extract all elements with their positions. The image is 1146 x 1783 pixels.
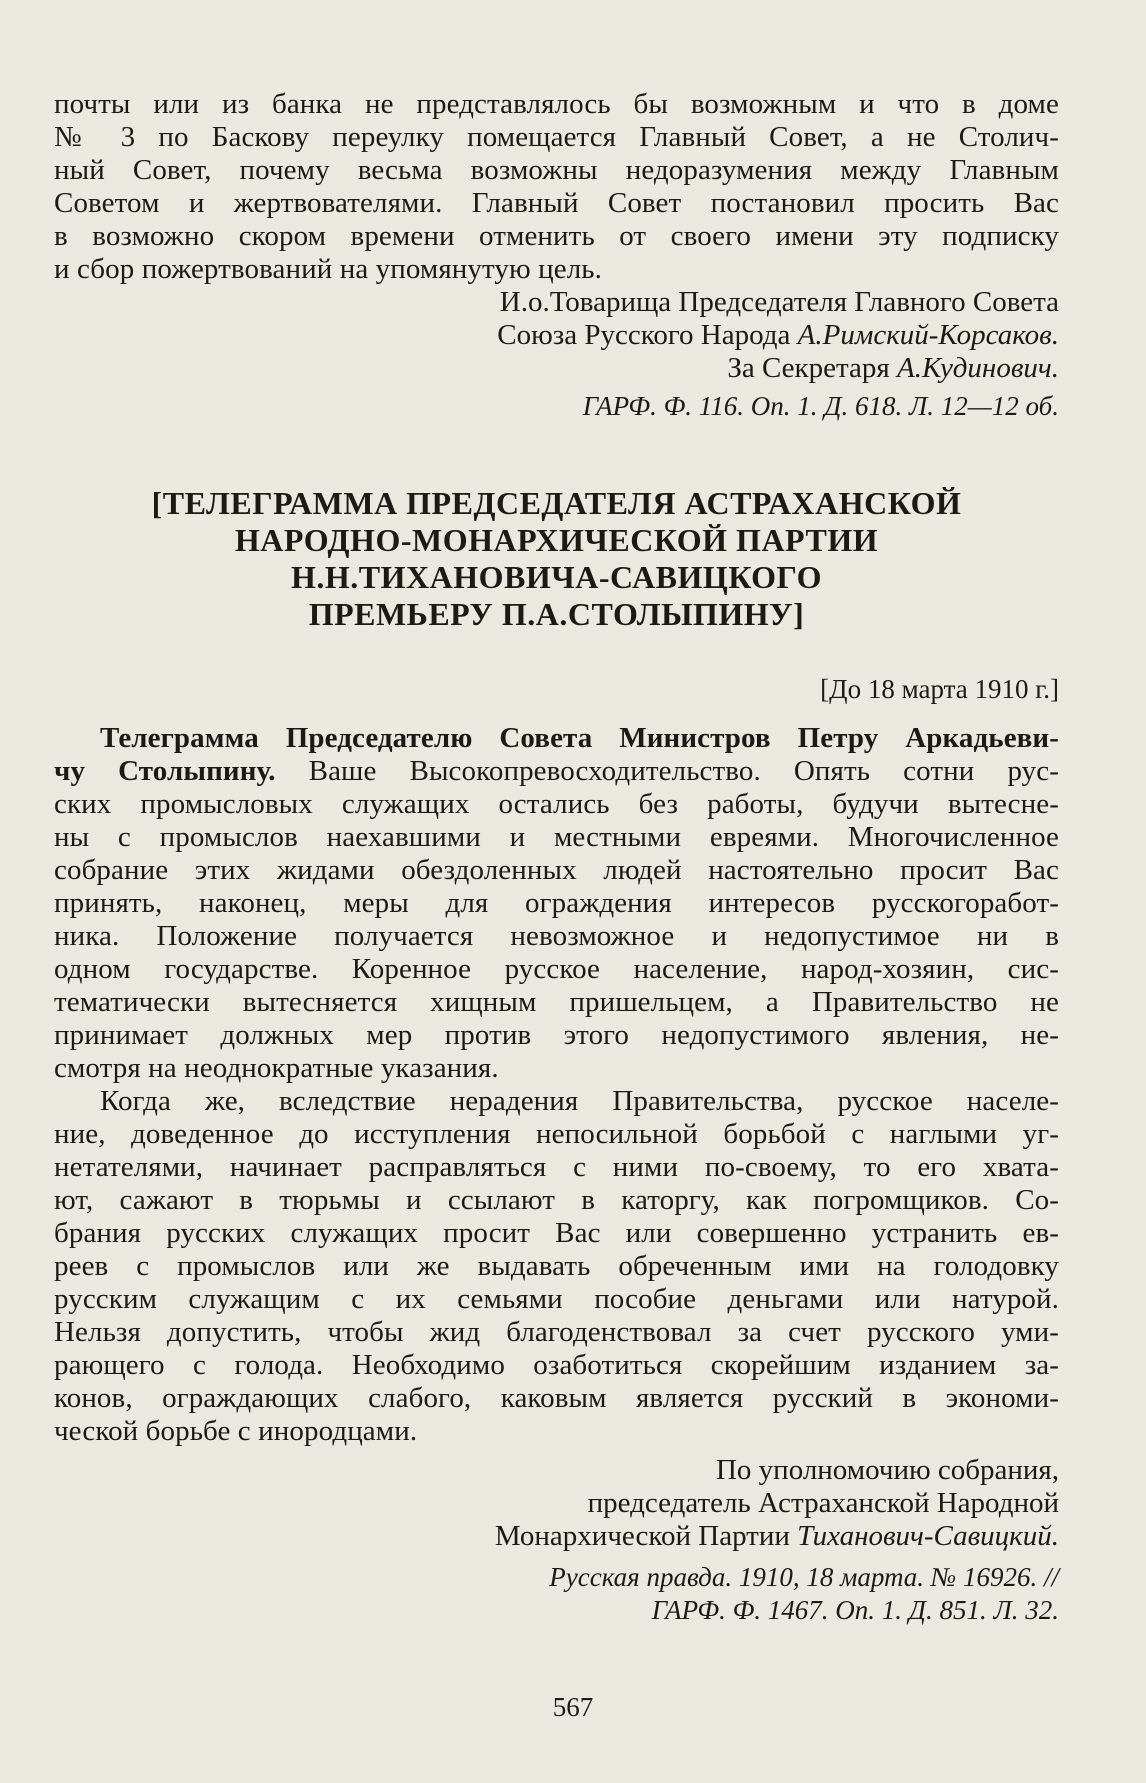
text-column bbox=[54, 88, 1059, 1627]
page-number: 567 bbox=[552, 1692, 594, 1722]
text-line: принимает должных мер против этого недопустимого явления, не- bbox=[54, 1019, 1059, 1051]
text-line: одном государстве. Коренное русское население, народ-хозяин, сис- bbox=[54, 953, 1059, 985]
telegram-heading: Телеграмма Председателю Совета Министров Петру Аркадьеви- bbox=[100, 722, 1059, 754]
text-line: Советом и жертвователями. Главный Совет постановил просить Вас bbox=[54, 187, 1059, 219]
text-line: № 3 по Баскову переулку помещается Главный Совет, а не Столич- bbox=[54, 121, 1059, 153]
text-line: конов, ограждающих слабого, каковым является русский в экономи- bbox=[54, 1382, 1059, 1414]
text-line: нетателями, начинает расправляться с ними по-своему, то его хвата- bbox=[54, 1151, 1059, 1183]
text-line: Нельзя допустить, чтобы жид благоденствовал за счет русского уми- bbox=[54, 1316, 1059, 1348]
text-line: рающего с голода. Необходимо озаботиться скорейшим изданием за- bbox=[54, 1349, 1059, 1381]
document-title-line: Н.Н.ТИХАНОВИЧА-САВИЦКОГО bbox=[291, 559, 822, 595]
text-line: почты или из банка не представлялось бы возможным и что в доме bbox=[54, 88, 1059, 120]
text-line: тематически вытесняется хищным пришельцем, а Правительство не bbox=[54, 986, 1059, 1018]
text-line: ских промысловых служащих остались без работы, будучи вытесне- bbox=[54, 788, 1059, 820]
text-line: ние, доведенное до исступления непосильной борьбой с наглыми уг- bbox=[54, 1118, 1059, 1150]
text-line: ный Совет, почему весьма возможны недоразумения между Главным bbox=[54, 154, 1059, 186]
text-line: принять, наконец, меры для ограждения интересов русскогоработ- bbox=[54, 887, 1059, 919]
telegram-heading: чу Столыпину. bbox=[54, 755, 276, 787]
archive-reference: ГАРФ. Ф. 1467. Оп. 1. Д. 851. Л. 32. bbox=[651, 1595, 1059, 1625]
text-line: в возможно скором времени отменить от своего имени эту подписку bbox=[54, 220, 1059, 252]
signer-name: А.Римский-Корсаков. bbox=[797, 319, 1059, 351]
signature-line: Союза Русского Народа А.Римский-Корсаков. bbox=[497, 319, 1059, 351]
text-line: собрание этих жидами обездоленных людей настоятельно просит Вас bbox=[54, 854, 1059, 886]
signature-line: И.о.Товарища Председателя Главного Совета bbox=[499, 286, 1059, 318]
text-line: ника. Положение получается невозможное и недопустимое ни в bbox=[54, 920, 1059, 952]
telegram-paragraph-1: Телеграмма Председателю Совета Министров Петру Аркадьеви- чу Столыпину. Ваше Высокопревосходительство. Опять сотни рус- ских промысловых служащих остались без работы, будучи вытесне- ны с промыслов наехавшими и местными евреями. Многочисленное собрание этих жидами обездоленных людей настоятельно просит Вас принять, наконец, меры для ограждения интересов русскогоработ- ника. Положение получается невозможное и недопустимое ни в одном государстве. Коренное русское население, народ-хозяин, сис- тематически вытесняется хищным пришельцем, а Правительство не принимает должных мер против этого недопустимого явления, не- смотря на неоднократные указания. bbox=[54, 722, 1059, 1084]
signature-line: По уполномочию собрания, bbox=[715, 1454, 1059, 1486]
document-title-line: [ТЕЛЕГРАММА ПРЕДСЕДАТЕЛЯ АСТРАХАНСКОЙ bbox=[151, 485, 962, 521]
document-title-line: ПРЕМЬЕРУ П.А.СТОЛЫПИНУ] bbox=[308, 596, 805, 632]
text-line: Когда же, вследствие нерадения Правительства, русское населе- bbox=[100, 1085, 1059, 1117]
text-line: ны с промыслов наехавшими и местными евреями. Многочисленное bbox=[54, 821, 1059, 853]
text-line: ческой борьбе с инородцами. bbox=[54, 1415, 418, 1447]
opening-paragraph bbox=[54, 88, 1059, 286]
signature-line: За Секретаря А.Кудинович. bbox=[727, 352, 1059, 384]
telegram-paragraph-2 bbox=[54, 1085, 1059, 1448]
text-line: смотря на неоднократные указания. bbox=[54, 1052, 499, 1084]
text-line: и сбор пожертвований на упомянутую цель. bbox=[54, 253, 602, 285]
text-line: ют, сажают в тюрьмы и ссылают в каторгу, как погромщиков. Со- bbox=[54, 1184, 1059, 1216]
archive-reference: ГАРФ. Ф. 116. Оп. 1. Д. 618. Л. 12—12 об. bbox=[582, 391, 1059, 421]
signer-name: Тиханович-Савицкий. bbox=[797, 1520, 1059, 1552]
signer-name: А.Кудинович. bbox=[897, 352, 1059, 384]
document-date: [До 18 марта 1910 г.] bbox=[820, 674, 1059, 704]
archive-reference: Русская правда. 1910, 18 марта. № 16926. // bbox=[549, 1562, 1059, 1592]
text-line: русским служащим с их семьями пособие деньгами или натурой. bbox=[54, 1283, 1059, 1315]
document-title-line: НАРОДНО-МОНАРХИЧЕСКОЙ ПАРТИИ bbox=[234, 522, 879, 558]
text-line: реев с промыслов или же выдавать обреченным ими на голодовку bbox=[54, 1250, 1059, 1282]
text-line: брания русских служащих просит Вас или совершенно устранить ев- bbox=[54, 1217, 1059, 1249]
signature-line: председатель Астраханской Народной bbox=[587, 1487, 1059, 1519]
signature-line: Монархической Партии Тиханович-Савицкий. bbox=[494, 1520, 1059, 1552]
